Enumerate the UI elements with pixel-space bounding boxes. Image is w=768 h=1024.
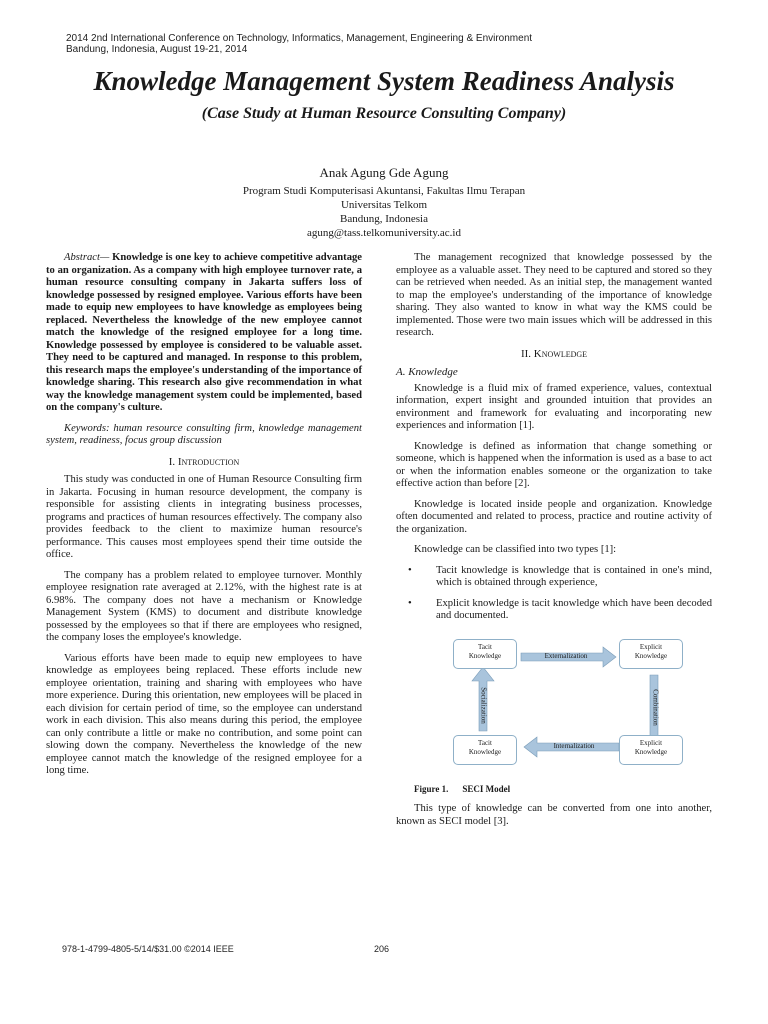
paragraph: This study was conducted in one of Human Resource Consulting firm in Jakarta. Focusing in human resource development, the company is responsible for assisting clients in integrating business processes, programs and practices of human resources effectively. The company also provides feedback to the client to maximize human resource's performance. This causes most employees spend their time outside the office.: [46, 474, 362, 560]
conference-header: [66, 33, 706, 55]
box-label: Tacit: [478, 642, 492, 651]
left-column: [46, 252, 362, 786]
affiliation-line: Bandung, Indonesia: [340, 213, 428, 225]
externalization-label: Externalization: [544, 651, 588, 660]
section-heading-knowledge: II. Knowledge: [520, 347, 588, 360]
bullet-icon: •: [408, 564, 412, 576]
explicit-knowledge-box: [619, 639, 683, 669]
list-item-text: Explicit knowledge is tacit knowledge which have been decoded and documented.: [436, 597, 712, 621]
paragraph: Knowledge is a fluid mix of framed experience, values, contextual information, expert insight and grounded intuition that provides an environment and framework for evaluating and incorporating new experiences and information [1].: [396, 382, 712, 431]
box-label: Knowledge: [468, 651, 502, 660]
paragraph: The company has a problem related to employee turnover. Monthly employee resignation rate averaged at 2.12%, with the highest rate is at 6.98%. The company does not have a mechanism or Knowledge Management System (KMS) to document and distribute knowledge possessed by the employees so that if there are employees who resigned, the company loses the employee's knowledge.: [46, 569, 362, 643]
paragraph: The management recognized that knowledge possessed by the employee as a valuable asset. They need to be captured and stored so they can be retrieved when needed. As an initial step, the management wanted to map the employee's understanding of the importance of knowledge sharing. They also wanted to know in what way the KMS could be implemented. Those were two main issues which will be addressed in this research.: [396, 252, 712, 338]
box-label: Explicit: [639, 642, 663, 651]
paragraph: Knowledge is located inside people and organization. Knowledge often documented and related to process, practice and routine activity of the organization.: [396, 498, 712, 535]
figure-number: Figure 1.: [414, 783, 449, 794]
conference-location: Bandung, Indonesia, August 19-21, 2014: [66, 44, 248, 55]
bullet-list: [396, 565, 712, 623]
abstract-label: Abstract—: [64, 252, 110, 263]
box-label: Knowledge: [634, 747, 668, 756]
tacit-knowledge-box: [453, 735, 517, 765]
author-name: Anak Agung Gde Agung: [319, 165, 449, 180]
page-number: 206: [374, 944, 390, 954]
paper-subtitle: (Case Study at Human Resource Consulting Company): [201, 105, 567, 122]
box-label: Explicit: [639, 738, 663, 747]
bullet-icon: •: [408, 597, 412, 609]
paragraph: This type of knowledge can be converted from one into another, known as SECI model [3].: [396, 803, 712, 827]
seci-diagram: [451, 635, 751, 775]
affiliation-line: Universitas Telkom: [340, 199, 428, 211]
tacit-knowledge-box: [453, 639, 517, 669]
combination-label: Combination: [651, 688, 660, 726]
affiliation-line: Program Studi Komputerisasi Akuntansi, Fakultas Ilmu Terapan: [242, 185, 526, 197]
internalization-label: Internalization: [553, 741, 595, 750]
list-item: [396, 565, 712, 590]
list-item-text: Tacit knowledge is knowledge that is contained in one's mind, which is obtained through experience,: [436, 564, 712, 588]
author-affiliation: [0, 184, 768, 240]
paragraph: Knowledge can be classified into two types [1]:: [414, 544, 617, 555]
paper-title: Knowledge Management System Readiness Analysis: [93, 66, 675, 96]
socialization-label: Socialization: [479, 686, 488, 724]
footer-isbn: 978-1-4799-4805-5/14/$31.00 ©2014 IEEE: [62, 944, 234, 954]
explicit-knowledge-box: [619, 735, 683, 765]
keywords: Keywords: human resource consulting firm, knowledge management system, readiness, focus group discussion: [46, 422, 362, 446]
figure-caption-text: SECI Model: [462, 783, 511, 794]
box-label: Knowledge: [634, 651, 668, 660]
box-label: Tacit: [478, 738, 492, 747]
author-email: agung@tass.telkomuniversity.ac.id: [307, 227, 461, 239]
abstract-text: Knowledge is one key to achieve competitive advantage to an organization. As a company with high employee turnover rate, a human resource consulting company in Jakarta suffers loss of knowledge possessed by resigned employee. Various efforts have been made to equip new employees to have knowledge as employees being replaced. Nevertheless the knowledge of the new employee cannot match the knowledge of the resigned employee for a long time. Knowledge possessed by employee is considered to be valuable asset. They need to be captured and managed. In response to this problem, this research maps the employee's understanding of the importance of knowledge sharing. This research also give recommendation in what way the knowledge management system could be implemented, based on the company's culture.: [46, 252, 362, 413]
subsection-heading: A. Knowledge: [396, 366, 458, 378]
abstract: [46, 252, 362, 415]
list-item: [396, 598, 712, 623]
figure-caption: [396, 783, 712, 796]
box-label: Knowledge: [468, 747, 502, 756]
paragraph: Knowledge is defined as information that change something or someone, which is happened when the information is used as a base to act or when the information enables someone or the organization to take effective action than before [2].: [396, 440, 712, 489]
conference-name: 2014 2nd International Conference on Technology, Informatics, Management, Engineering & Environment: [66, 33, 533, 44]
paragraph: Various efforts have been made to equip new employees to have knowledge as employees being replaced. These efforts include new employee orientation, training and sharing with employees who have more experience. During this orientation, new employees will be placed in each division for certain period of time, so the employee can understand work in each division. This also means during this period, the employee can only contribute a little or make no contribution, and some point can slowing down the company. Nevertheless the knowledge of the new employee cannot match the knowledge of the resigned employee for a long time.: [46, 652, 362, 776]
right-column: [396, 252, 712, 836]
section-heading-introduction: I. Introduction: [168, 455, 240, 468]
